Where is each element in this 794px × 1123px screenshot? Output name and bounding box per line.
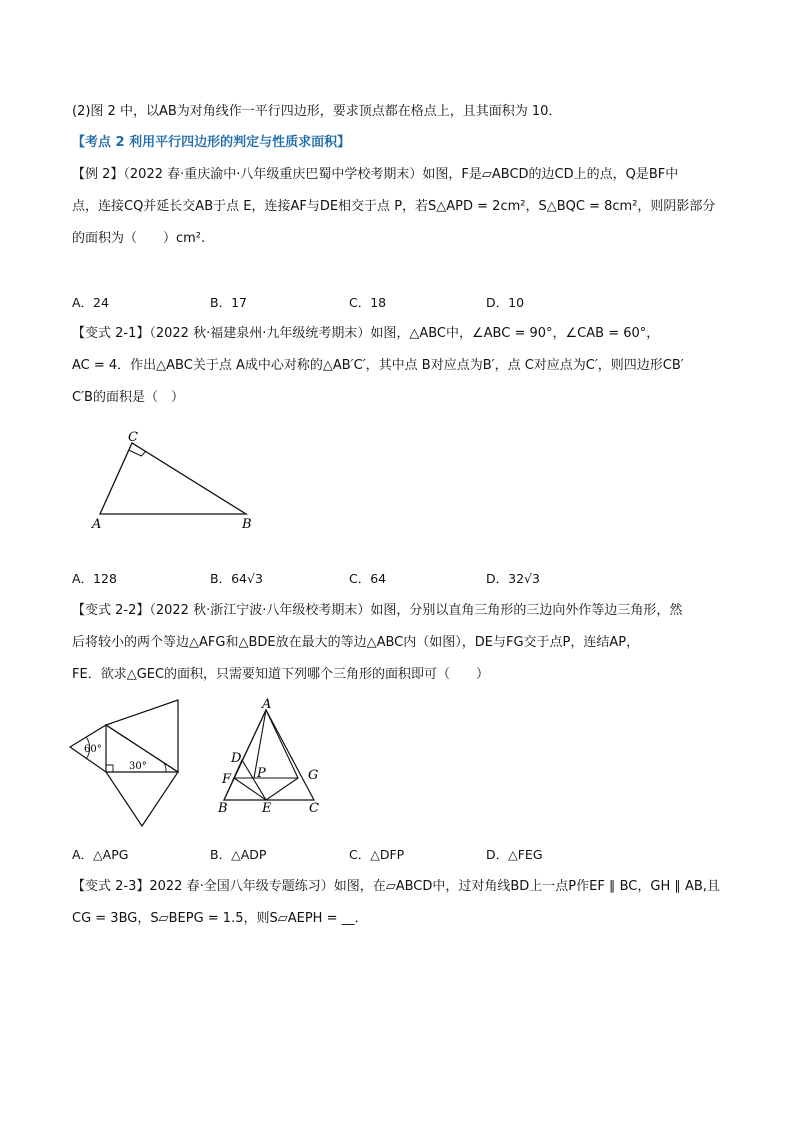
question-2-part2: (2)图 2 中，以AB为对角线作一平行四边形，要求顶点都在格点上，且其面积为 10．: [72, 104, 562, 119]
option-d: D．△FEG: [486, 847, 543, 862]
angle-60-label: 60°: [84, 744, 102, 755]
variant-2-1-line-3: C′B的面积是（ ）: [72, 390, 184, 405]
label-f: F: [222, 772, 232, 787]
variant-2-2-line-2: 后将较小的两个等边△AFG和△BDE放在最大的等边△ABC内（如图），DE与FG交于点P，连结AP，: [72, 635, 640, 650]
option-b: B．17: [210, 295, 247, 310]
label-b: B: [218, 801, 228, 816]
label-d: D: [231, 751, 242, 766]
option-c: C．64: [349, 571, 387, 586]
label-a: A: [262, 698, 272, 712]
medium-equilateral-triangle: [106, 772, 178, 826]
variant-2-2-options: [72, 845, 732, 863]
option-a: A．128: [72, 571, 117, 586]
segment-eg: [266, 778, 298, 800]
option-a: A．△APG: [72, 847, 129, 862]
segment-fe: [234, 778, 266, 800]
triangle-afg: [234, 710, 298, 778]
option-b: B．△ADP: [210, 847, 267, 862]
right-angle-mark: [106, 765, 113, 772]
variant-2-3-line-2: CG = 3BG，S▱BEPG = 1.5，则S▱AEPH = __．: [72, 911, 368, 926]
example-2-line-3: 的面积为（ ）cm².: [72, 231, 206, 246]
label-c: C: [128, 430, 138, 445]
variant-2-1-options: [72, 569, 732, 587]
triangle-abc: [100, 443, 246, 514]
option-c: C．△DFP: [349, 847, 405, 862]
option-d: D．10: [486, 295, 525, 310]
label-a: A: [92, 517, 102, 532]
variant-2-2-line-1: 【变式 2-2】（2022 秋·浙江宁波·八年级校考期末）如图，分别以直角三角形的三边向外作等边三角形，然: [72, 603, 683, 618]
knowledge-point-2-heading: 【考点 2 利用平行四边形的判定与性质求面积】: [72, 135, 351, 150]
option-d: D．32√3: [486, 571, 540, 586]
example-2-options: [72, 293, 732, 311]
example-2-line-1: 【例 2】（2022 春·重庆渝中·八年级重庆巴蜀中学校考期末）如图，F是▱ABCD的边CD上的点，Q是BF中: [72, 167, 679, 182]
variant-2-1-line-1: 【变式 2-1】（2022 秋·福建泉州·九年级统考期末）如图，△ABC中，∠ABC = 90°，∠CAB = 60°，: [72, 326, 660, 341]
variant-2-2-line-3: FE．欲求△GEC的面积，只需要知道下列哪个三角形的面积即可（ ）: [72, 667, 490, 682]
example-2-line-2: 点，连接CQ并延长交AB于点 E，连接AF与DE相交于点 P，若S△APD = 2cm²，S△BQC = 8cm²，则阴影部分: [72, 199, 716, 214]
label-g: G: [308, 768, 319, 783]
label-e: E: [262, 801, 272, 816]
equilateral-triangles-left-figure: [66, 692, 186, 834]
label-p: P: [257, 766, 266, 781]
variant-2-1-line-2: AC = 4．作出△ABC关于点 A成中心对称的△AB′C′，其中点 B对应点为B′，点 C对应点为C′，则四边形CB′: [72, 358, 684, 373]
right-triangle-figure: [88, 428, 268, 534]
option-c: C．18: [349, 295, 387, 310]
equilateral-triangles-right-figure: [212, 698, 336, 820]
option-a: A．24: [72, 295, 109, 310]
right-angle-mark: [129, 450, 147, 456]
label-c: C: [309, 801, 319, 816]
label-b: B: [242, 517, 252, 532]
variant-2-3-line-1: 【变式 2-3】2022 春·全国八年级专题练习）如图，在▱ABCD中，过对角线BD上一点P作EF ∥ BC，GH ∥ AB,且: [72, 879, 720, 894]
angle-30-label: 30°: [129, 761, 147, 772]
option-b: B．64√3: [210, 571, 263, 586]
